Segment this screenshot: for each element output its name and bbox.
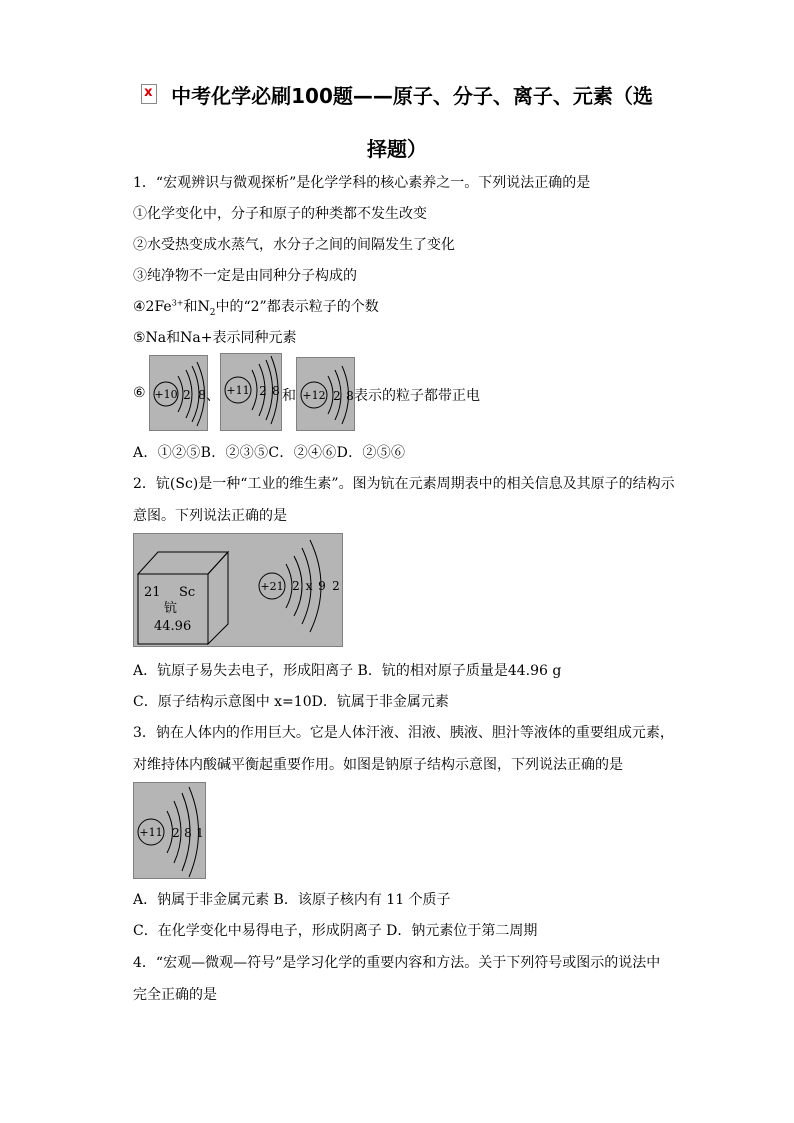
q3-stem-line2: 对维持体内酸碱平衡起重要作用。如图是钠原子结构示意图，下列说法正确的是 [133,757,623,773]
q1-diagram-2 [220,353,282,431]
svg-text:2: 2 [332,579,340,593]
q1-stem: 1．“宏观辨识与微观探析”是化学学科的核心素养之一。下列说法正确的是 [133,175,591,191]
q3-stem-line1: 3．钠在人体内的作用巨大。它是人体汗液、泪液、胰液、胆汁等液体的重要组成元素， [133,725,674,741]
q1-statement-5: ⑤Na和Na+表示同种元素 [133,330,297,346]
element-name: 钪 [164,601,178,616]
svg-text:2: 2 [183,388,191,402]
q1-statement-6-mark: ⑥ [133,385,146,401]
q4-stem-line2: 完全正确的是 [133,987,217,1003]
svg-text:+11: +11 [226,384,250,397]
svg-text:+12: +12 [302,389,326,402]
q1-separator-2: 和 [282,388,296,404]
svg-text:1: 1 [196,826,204,840]
title-text: 中考化学必刷100题——原子、分子、离子、元素（选 [171,84,653,108]
q1-diagram-3 [296,357,355,431]
svg-text:8: 8 [184,826,192,840]
svg-text:8: 8 [198,388,206,402]
svg-text:2: 2 [259,384,267,398]
svg-text:9: 9 [318,579,326,593]
q4-stem-line1: 4．“宏观—微观—符号”是学习化学的重要内容和方法。关于下列符号或图示的说法中 [133,955,661,971]
q2-stem-line1: 2．钪(Sc)是一种“工业的维生素”。图为钪在元素周期表中的相关信息及其原子的结构示 [133,476,675,492]
q1-statement-3: ③纯净物不一定是由同种分子构成的 [133,268,357,284]
page-title-line1 [0,80,794,109]
element-number: 21 [144,585,161,600]
sc-nucleus: +21 [260,580,284,593]
q2-options-cd: C．原子结构示意图中 x=10D．钪属于非金属元素 [133,694,449,710]
q3-options-ab: A．钠属于非金属元素 B．该原子核内有 11 个质子 [133,892,451,908]
q1-statement-4: $④2Fe^{3+}$和$N_2$中的“2”都表示粒子的个数 [133,298,379,318]
svg-text:8: 8 [346,389,354,403]
page-title-line2: 择题） [367,137,427,161]
element-symbol: Sc [179,585,196,600]
svg-text:2: 2 [333,389,341,403]
svg-text:2: 2 [172,826,180,840]
svg-text:+11: +11 [139,826,163,839]
q1-diagram-1 [149,355,208,431]
q1-options: A．①②⑤B．②③⑤C．②④⑥D．②⑤⑥ [133,445,406,461]
q1-statement-6-tail: 表示的粒子都带正电 [354,388,480,404]
q2-options-ab: A．钪原子易失去电子，形成阳离子 B．钪的相对原子质量是44.96 g [133,663,562,679]
q1-statement-1: ①化学变化中，分子和原子的种类都不发生改变 [133,206,427,222]
element-mass: 44.96 [154,619,192,634]
nucleus-label: +10 [154,388,178,401]
svg-text:2: 2 [292,579,300,593]
q2-stem-line2: 意图。下列说法正确的是 [133,508,287,524]
q3-options-cd: C．在化学变化中易得电子，形成阴离子 D．钠元素位于第二周期 [133,923,538,939]
q3-atom-diagram [133,782,206,879]
q2-figure [133,533,343,647]
svg-text:8: 8 [272,384,280,398]
q1-statement-2: ②水受热变成水蒸气，水分子之间的间隔发生了变化 [133,237,455,253]
q1-separator-1: 、 [206,388,220,404]
broken-image-icon: x [141,84,157,104]
svg-text:x: x [305,579,313,593]
